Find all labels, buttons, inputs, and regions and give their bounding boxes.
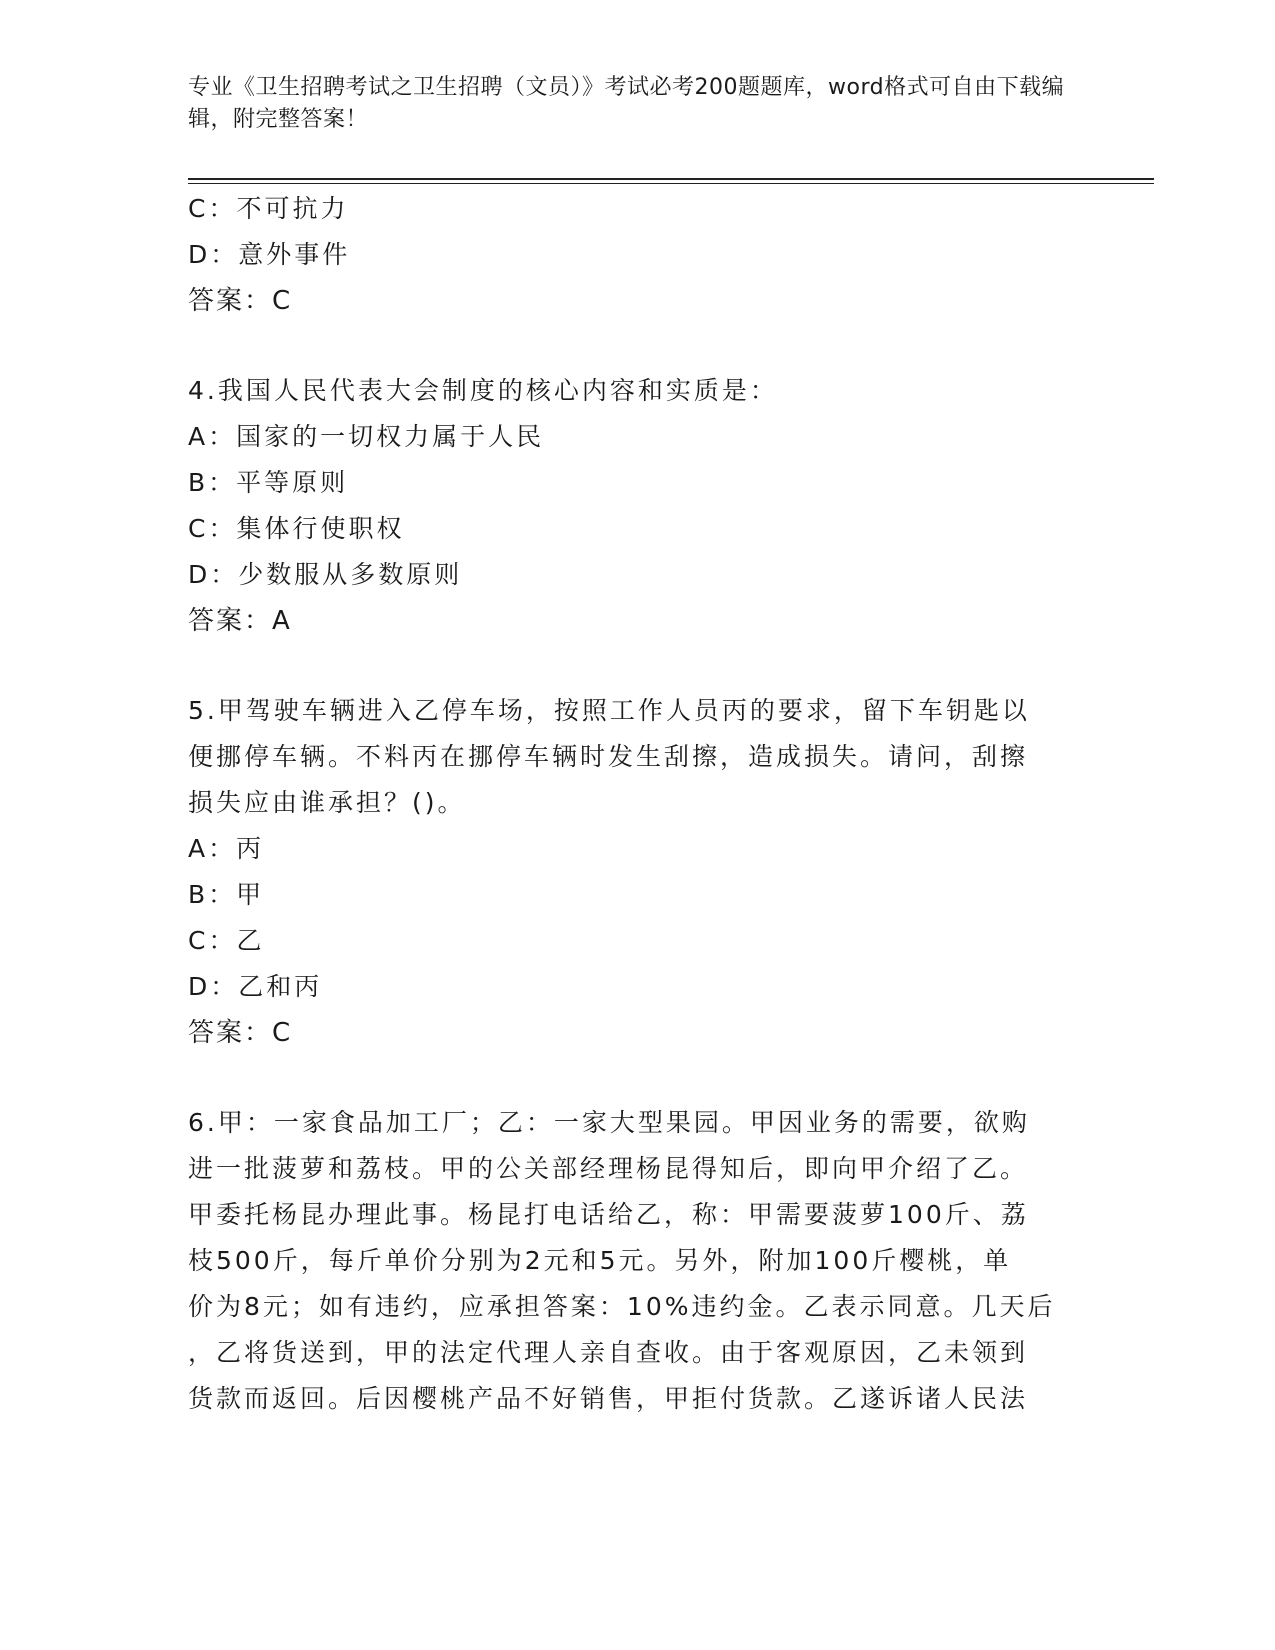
- header-divider: [188, 178, 1154, 180]
- option-c: C：集体行使职权: [188, 514, 405, 543]
- answer: 答案：C: [188, 286, 293, 316]
- answer: 答案：A: [188, 606, 292, 636]
- question-stem-line: 甲委托杨昆办理此事。杨昆打电话给乙，称：甲需要菠萝100斤、荔: [188, 1200, 1029, 1229]
- question-stem-line: 5.甲驾驶车辆进入乙停车场，按照工作人员丙的要求，留下车钥匙以: [188, 696, 1030, 725]
- header-divider-thin: [188, 183, 1154, 184]
- option-a: A：国家的一切权力属于人民: [188, 422, 545, 451]
- question-stem-line: 枝500斤，每斤单价分别为2元和5元。另外，附加100斤樱桃，单: [188, 1246, 1012, 1275]
- question-stem-line: 便挪停车辆。不料丙在挪停车辆时发生刮擦，造成损失。请问，刮擦: [188, 742, 1029, 771]
- question-stem-line: 进一批菠萝和荔枝。甲的公关部经理杨昆得知后，即向甲介绍了乙。: [188, 1154, 1029, 1183]
- question-list: [188, 186, 1088, 1422]
- question-5: [188, 688, 1088, 1056]
- spacer: [188, 644, 1088, 688]
- document-header: [188, 72, 1068, 136]
- question-stem-line: 6.甲：一家食品加工厂；乙：一家大型果园。甲因业务的需要，欲购: [188, 1108, 1030, 1137]
- answer: 答案：C: [188, 1018, 293, 1048]
- question-4: [188, 368, 1088, 644]
- header-title: 专业《卫生招聘考试之卫生招聘（文员）》考试必考200题题库，word格式可自由下载编辑，附完整答案！: [188, 75, 1065, 132]
- spacer: [188, 1056, 1088, 1100]
- option-b: B：平等原则: [188, 468, 349, 497]
- question-3: [188, 186, 1088, 324]
- option-d: D：意外事件: [188, 240, 351, 269]
- option-c: C：不可抗力: [188, 194, 349, 223]
- question-stem: 4.我国人民代表大会制度的核心内容和实质是：: [188, 376, 778, 405]
- option-d: D：少数服从多数原则: [188, 560, 463, 589]
- question-stem-line: 损失应由谁承担？()。: [188, 788, 466, 817]
- option-b: B：甲: [188, 880, 265, 909]
- question-stem-line: ，乙将货送到，甲的法定代理人亲自查收。由于客观原因，乙未领到: [188, 1338, 1029, 1367]
- option-d: D：乙和丙: [188, 972, 323, 1001]
- spacer: [188, 324, 1088, 368]
- question-stem-line: 货款而返回。后因樱桃产品不好销售，甲拒付货款。乙遂诉诸人民法: [188, 1384, 1029, 1413]
- question-stem-line: 价为8元；如有违约，应承担答案：10%违约金。乙表示同意。几天后: [188, 1292, 1056, 1321]
- option-a: A：丙: [188, 834, 265, 863]
- option-c: C：乙: [188, 926, 265, 955]
- question-6: [188, 1100, 1088, 1422]
